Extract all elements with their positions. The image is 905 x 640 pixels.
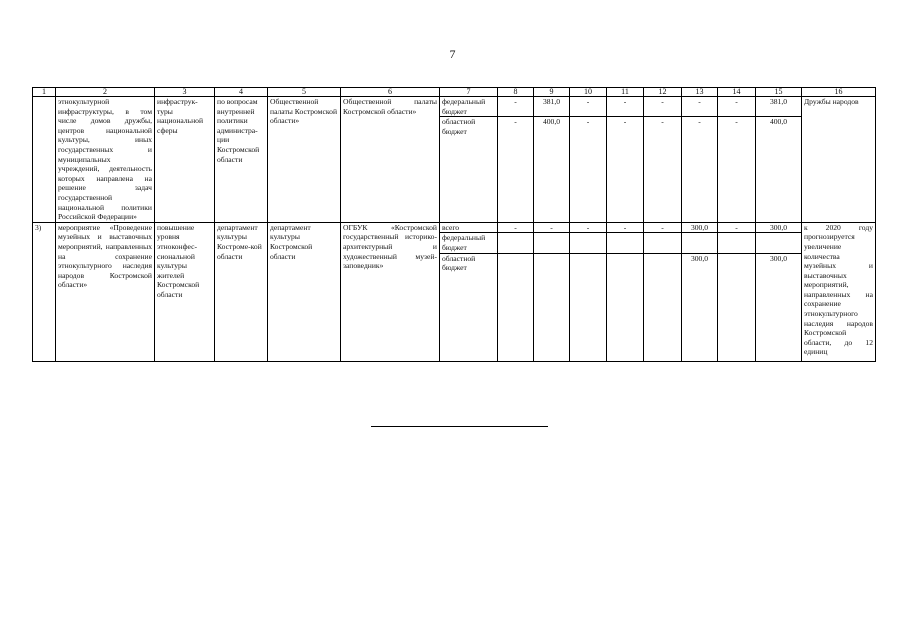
column-header: 6 xyxy=(341,88,440,97)
coexecutor-cell: Общественной палаты Костромской области» xyxy=(268,97,341,223)
total-cell xyxy=(756,233,802,253)
amount-cell: - xyxy=(644,97,682,117)
amount-cell: - xyxy=(534,222,570,233)
total-cell: 381,0 xyxy=(756,97,802,117)
column-header: 9 xyxy=(534,88,570,97)
amount-cell: - xyxy=(607,117,644,223)
footer-rule xyxy=(371,426,548,427)
participant-cell: Общественной палаты Костромской области» xyxy=(341,97,440,223)
column-number-row xyxy=(33,88,876,97)
funding-source-cell: областной бюджет xyxy=(440,253,498,361)
amount-cell xyxy=(607,233,644,253)
participant-cell: ОГБУК «Костромской государственный историко-архитектурный и художественный музей-заповедник» xyxy=(341,222,440,361)
amount-cell: - xyxy=(570,117,607,223)
amount-cell: 381,0 xyxy=(534,97,570,117)
table-row xyxy=(33,222,876,233)
amount-cell: - xyxy=(570,222,607,233)
amount-cell: - xyxy=(682,97,718,117)
total-cell: 300,0 xyxy=(756,222,802,233)
column-header: 8 xyxy=(498,88,534,97)
coexecutor-cell: департамент культуры Костромской области xyxy=(268,222,341,361)
goal-cell: инфраструк-туры национальной сферы xyxy=(155,97,215,223)
amount-cell: - xyxy=(607,97,644,117)
expected-result-cell: к 2020 году прогнозируется увеличение количества музейных и выставочных мероприятий, направленных на сохранение этнокультурного наследия народов Костромской области, до 12 единиц xyxy=(802,222,876,361)
column-header: 1 xyxy=(33,88,56,97)
amount-cell: - xyxy=(498,222,534,233)
page-number: 7 xyxy=(449,47,456,61)
amount-cell: - xyxy=(644,117,682,223)
column-header: 15 xyxy=(756,88,802,97)
amount-cell: - xyxy=(498,117,534,223)
amount-cell: - xyxy=(570,97,607,117)
amount-cell xyxy=(644,233,682,253)
amount-cell: 300,0 xyxy=(682,222,718,233)
amount-cell xyxy=(498,253,534,361)
amount-cell xyxy=(534,253,570,361)
amount-cell: - xyxy=(682,117,718,223)
amount-cell: 300,0 xyxy=(682,253,718,361)
responsible-cell: по вопросам внутренней политики администра-ции Костромской области xyxy=(215,97,268,223)
amount-cell xyxy=(570,253,607,361)
expected-result-cell: Дружбы народов xyxy=(802,97,876,223)
funding-source-cell: областной бюджет xyxy=(440,117,498,223)
total-cell: 300,0 xyxy=(756,253,802,361)
amount-cell xyxy=(534,233,570,253)
amount-cell xyxy=(607,253,644,361)
column-header: 2 xyxy=(56,88,155,97)
amount-cell xyxy=(682,233,718,253)
amount-cell: - xyxy=(644,222,682,233)
amount-cell xyxy=(570,233,607,253)
amount-cell xyxy=(718,233,756,253)
row-number-cell: 3) xyxy=(33,222,56,361)
column-header: 3 xyxy=(155,88,215,97)
amount-cell: - xyxy=(718,97,756,117)
amount-cell: - xyxy=(718,222,756,233)
amount-cell: - xyxy=(718,117,756,223)
column-header: 11 xyxy=(607,88,644,97)
amount-cell: 400,0 xyxy=(534,117,570,223)
responsible-cell: департамент культуры Костроме-кой области xyxy=(215,222,268,361)
measure-description-cell: этнокультурной инфраструктуры, в том числе домов дружбы, центров национальной культуры, иных государственных и муниципальных учреждений, деятельность которых направлена на решение задач государственной национальной политики Российской Федерации» xyxy=(56,97,155,223)
amount-cell xyxy=(498,233,534,253)
amount-cell: - xyxy=(498,97,534,117)
funding-source-cell: федеральный бюджет xyxy=(440,97,498,117)
funding-source-cell: всего xyxy=(440,222,498,233)
goal-cell: повышение уровня этноконфес-сиональной культуры жителей Костромской области xyxy=(155,222,215,361)
amount-cell xyxy=(718,253,756,361)
column-header: 13 xyxy=(682,88,718,97)
column-header: 10 xyxy=(570,88,607,97)
column-header: 7 xyxy=(440,88,498,97)
row-number-cell xyxy=(33,97,56,223)
program-table xyxy=(32,87,876,362)
total-cell: 400,0 xyxy=(756,117,802,223)
amount-cell: - xyxy=(607,222,644,233)
column-header: 5 xyxy=(268,88,341,97)
column-header: 14 xyxy=(718,88,756,97)
column-header: 16 xyxy=(802,88,876,97)
column-header: 12 xyxy=(644,88,682,97)
table-row xyxy=(33,97,876,117)
column-header: 4 xyxy=(215,88,268,97)
measure-description-cell: мероприятие «Проведение музейных и выставочных мероприятий, направленных на сохранение этнокультурного наследия народов Костромской области» xyxy=(56,222,155,361)
amount-cell xyxy=(644,253,682,361)
funding-source-cell: федеральный бюджет xyxy=(440,233,498,253)
